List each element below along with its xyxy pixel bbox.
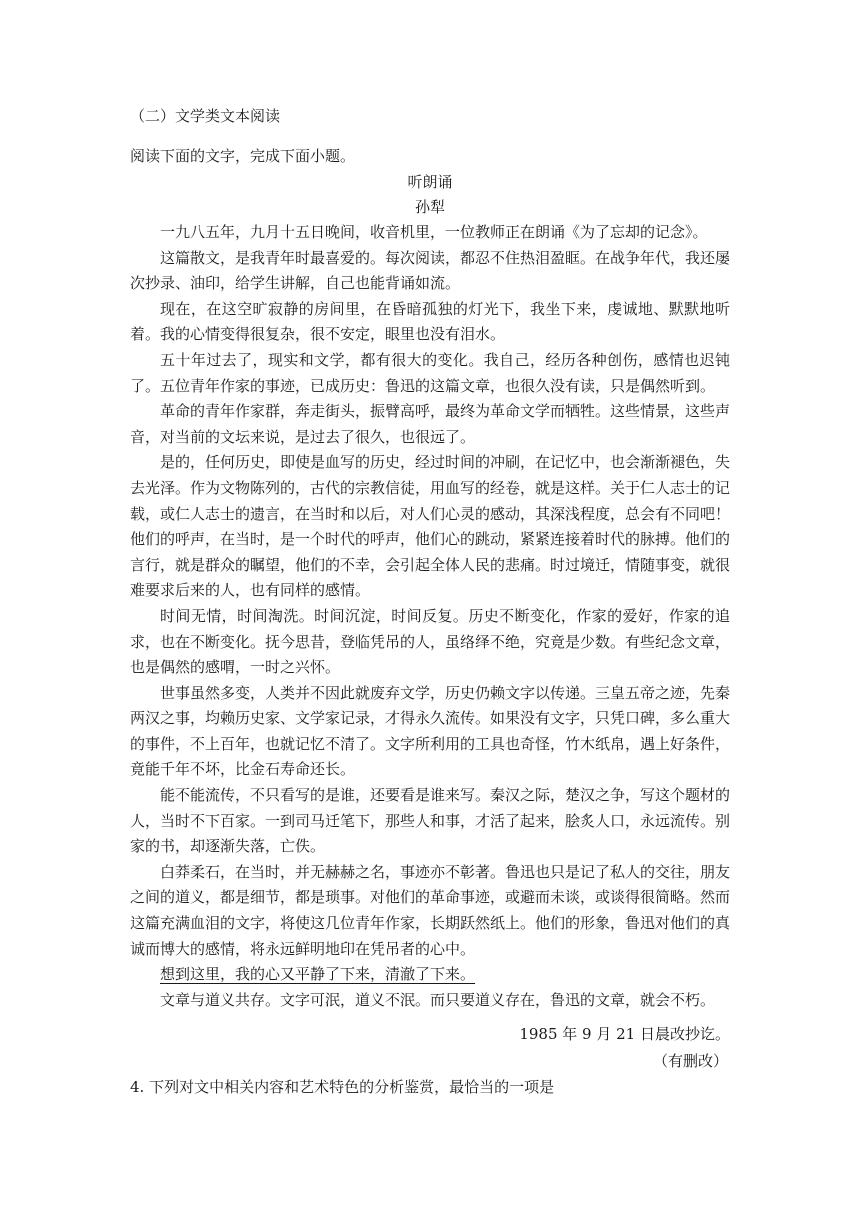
paragraph-4: 五十年过去了，现实和文学，都有很大的变化。我自己，经历各种创伤，感情也迟钝了。五位青年作家的事迹，已成历史：鲁迅的这篇文章，也很久没有读，只是偶然听到。 [130, 350, 730, 395]
edit-note: （有删改） [652, 1052, 728, 1070]
paragraph-3: 现在，在这空旷寂静的房间里，在昏暗孤独的灯光下，我坐下来，虔诚地、默默地听着。我的心情变得很复杂，很不安定，眼里也没有泪水。 [130, 299, 730, 344]
essay-body [130, 220, 730, 1013]
essay-title: 听朗诵 [407, 173, 453, 191]
paragraph-5: 革命的青年作家群，奔走街头，振臂高呼，最终为革命文学而牺牲。这些情景，这些声音，对当前的文坛来说，是过去了很久，也很远了。 [130, 402, 731, 446]
paragraph-6: 是的，任何历史，即使是血写的历史，经过时间的冲刷，在记忆中，也会渐渐褪色，失去光泽。作为文物陈列的，古代的宗教信徒，用血写的经卷，就是这样。关于仁人志士的记载，或仁人志士的遗言，在当时和以后，对人们心灵的感动，其深浅程度，总会有不同吧！他们的呼声，在当时，是一个时代的呼声，他们心的跳动，紧紧连接着时代的脉搏。他们的言行，就是群众的瞩望，他们的不幸，会引起全体人民的悲痛。时过境迁，情随事变，就很难要求后来的人，也有同样的感情。 [130, 453, 731, 600]
essay-date: 1985 年 9 月 21 日晨改抄讫。 [519, 1025, 730, 1043]
reading-instruction: 阅读下面的文字，完成下面小题。 [130, 147, 356, 165]
paragraph-1: 一九八五年，九月十五日晚间，收音机里，一位教师正在朗诵《为了忘却的记念》。 [160, 223, 708, 241]
paragraph-12: 文章与道义共存。文字可泯，道义不泯。而只要道义存在，鲁迅的文章，就会不朽。 [160, 990, 716, 1009]
underlined-sentence: 想到这里，我的心又平静了下来，清澈了下来。 [160, 965, 476, 984]
question-4: 4. 下列对文中相关内容和艺术特色的分析鉴赏，最恰当的一项是 [130, 1078, 555, 1096]
essay-author: 孙犁 [414, 198, 445, 216]
paragraph-8: 世事虽然多变，人类并不因此就废弃文学，历史仍赖文字以传递。三皇五帝之迹，先秦两汉之事，均赖历史家、文学家记录，才得永久流传。如果没有文字，只凭口碑，多么重大的事件，不上百年，也就记忆不清了。文字所利用的工具也奇怪，竹木纸帛，遇上好条件，竟能千年不坏，比金石寿命还长。 [130, 683, 731, 779]
section-title: （二）文学类文本阅读 [130, 107, 281, 125]
paragraph-9: 能不能流传，不只看写的是谁，还要看是谁来写。秦汉之际，楚汉之争，写这个题材的人，当时不下百家。一到司马迁笔下，那些人和事，才活了起来，脍炙人口，永远流传。别家的书，却逐渐失落，亡佚。 [130, 786, 731, 856]
paragraph-10: 白莽柔石，在当时，并无赫赫之名，事迹亦不彰著。鲁迅也只是记了私人的交往，朋友之间的道义，都是细节，都是琐事。对他们的革命事迹，或避而未谈，或谈得很简略。然而这篇充满血泪的文字，将使这几位青年作家，长期跃然纸上。他们的形象，鲁迅对他们的真诚而博大的感情，将永远鲜明地印在凭吊者的心中。 [130, 862, 731, 958]
paragraph-11-underlined [130, 962, 730, 988]
paragraph-2: 这篇散文，是我青年时最喜爱的。每次阅读，都忍不住热泪盈眶。在战争年代，我还屡次抄录、油印，给学生讲解，自己也能背诵如流。 [130, 248, 731, 293]
paragraph-7: 时间无情，时间淘洗。时间沉淀，时间反复。历史不断变化，作家的爱好，作家的追求，也在不断变化。抚今思昔，登临凭吊的人，虽络绎不绝，究竟是少数。有些纪念文章，也是偶然的感喟，一时之兴怀。 [130, 606, 731, 677]
